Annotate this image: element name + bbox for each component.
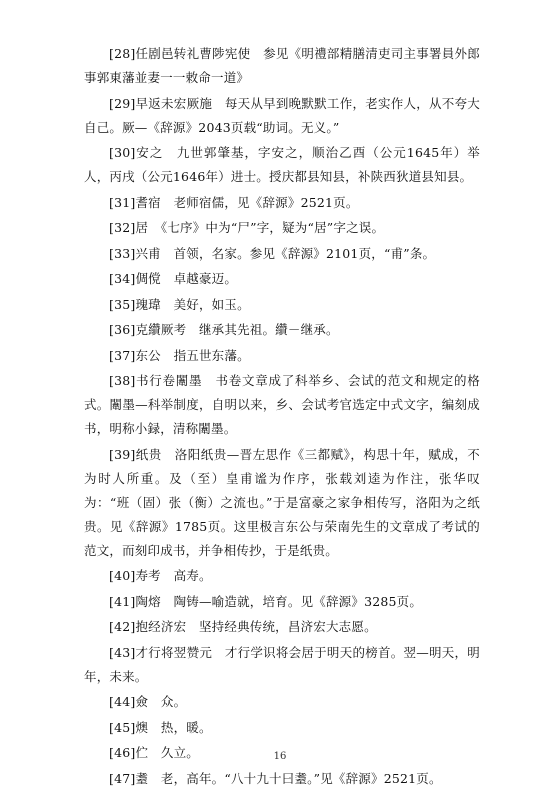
note-text: 燠 热，暖。 (135, 719, 212, 735)
note-29 (84, 92, 480, 140)
note-ref: [45] (109, 719, 136, 735)
note-36 (84, 318, 480, 342)
note-text: 寿考 高寿。 (135, 568, 212, 583)
note-ref: [39] (109, 446, 136, 462)
note-ref: [43] (109, 644, 136, 660)
note-ref: [40] (109, 568, 136, 583)
note-text: 安之 九世郭肇基，字安之，顺治乙酉（公元1645年）举人，丙戌（公元1646年）进士。授庆都县知县，补陕西狄道县知县。 (84, 145, 480, 184)
note-ref: [42] (109, 619, 136, 634)
note-42 (84, 615, 480, 639)
note-34 (84, 267, 480, 291)
note-33 (84, 242, 480, 266)
note-text: 纸贵 洛阳纸贵—晋左思作《三都赋》，构思十年，赋成，不为时人所重。及（至）皇甫谧为作序，张载刘逵为作注，张华叹为：“班（固）张（衡）之流也。”于是富豪之家争相传写，洛阳为之纸贵。见《辞源》1785页。这里极言东公与荣南先生的文章成了考试的范文，而刻印成书，并争相传抄，于是纸贵。 (84, 446, 480, 558)
note-ref: [31] (109, 194, 136, 210)
notes-list (84, 42, 480, 792)
note-35 (84, 293, 480, 317)
note-text: 耋 老，高年。“八十九十曰耋。”见《辞源》2521页。 (135, 770, 442, 786)
note-text: 伫 久立。 (135, 745, 199, 760)
note-41 (84, 590, 480, 614)
note-text: 任剧邑转礼曹陟宪使 参见《明禮部精膳清吏司主事署員外郎事郭東藩並妻一一敕命一道》 (84, 46, 480, 85)
note-ref: [33] (109, 245, 136, 261)
note-ref: [32] (109, 220, 136, 235)
note-ref: [35] (109, 296, 136, 312)
note-31 (84, 191, 480, 215)
note-text: 克纘厥考 继承其先祖。纘－继承。 (135, 322, 339, 337)
note-ref: [46] (109, 745, 136, 760)
note-45 (84, 716, 480, 740)
note-text: 耆宿 老师宿儒，见《辞源》2521页。 (135, 194, 359, 210)
note-43 (84, 641, 480, 689)
note-ref: [41] (109, 593, 136, 609)
note-ref: [28] (109, 46, 136, 61)
note-39 (84, 443, 480, 563)
note-32 (84, 216, 480, 240)
note-text: 僉 众。 (135, 694, 187, 709)
note-ref: [30] (109, 145, 136, 160)
page-number: 16 (273, 751, 287, 762)
note-ref: [44] (109, 694, 136, 709)
note-38 (84, 369, 480, 441)
note-text: 居 《七序》中为“尸”字，疑为“居”字之误。 (135, 220, 385, 235)
note-47 (84, 767, 480, 791)
note-28 (84, 42, 480, 90)
note-text: 抱经济宏 坚持经典传统，昌济宏大志愿。 (135, 619, 377, 634)
note-44 (84, 690, 480, 714)
note-ref: [36] (109, 322, 136, 337)
note-ref: [34] (109, 271, 136, 286)
note-text: 倜傥 卓越豪迈。 (135, 271, 238, 286)
note-40 (84, 564, 480, 588)
note-ref: [38] (109, 373, 136, 388)
note-ref: [47] (109, 770, 136, 786)
note-text: 东公 指五世东藩。 (135, 347, 250, 363)
note-37 (84, 344, 480, 368)
note-text: 才行将翌赞元 才行学识将会居于明天的榜首。翌—明天，明年，未来。 (84, 644, 480, 684)
note-ref: [37] (109, 347, 136, 363)
note-text: 陶熔 陶铸—喻造就，培育。见《辞源》3285页。 (135, 593, 423, 609)
note-text: 兴甫 首领，名家。参见《辞源》2101页，“甫”条。 (135, 245, 436, 261)
note-30 (84, 141, 480, 189)
note-text: 书行卷闈墨 书卷文章成了科举乡、会试的范文和规定的格式。闈墨—科举制度，自明以来，乡、会试考官选定中式文字，编刻成书，明称小録，清称闈墨。 (84, 373, 480, 436)
note-text: 瑰瑋 美好，如玉。 (135, 296, 250, 312)
note-ref: [29] (109, 95, 136, 111)
note-text: 早返未宏厥施 每天从早到晚默默工作，老实作人，从不夸大自己。厥—《辞源》2043页载“助词。无义。” (84, 95, 480, 135)
